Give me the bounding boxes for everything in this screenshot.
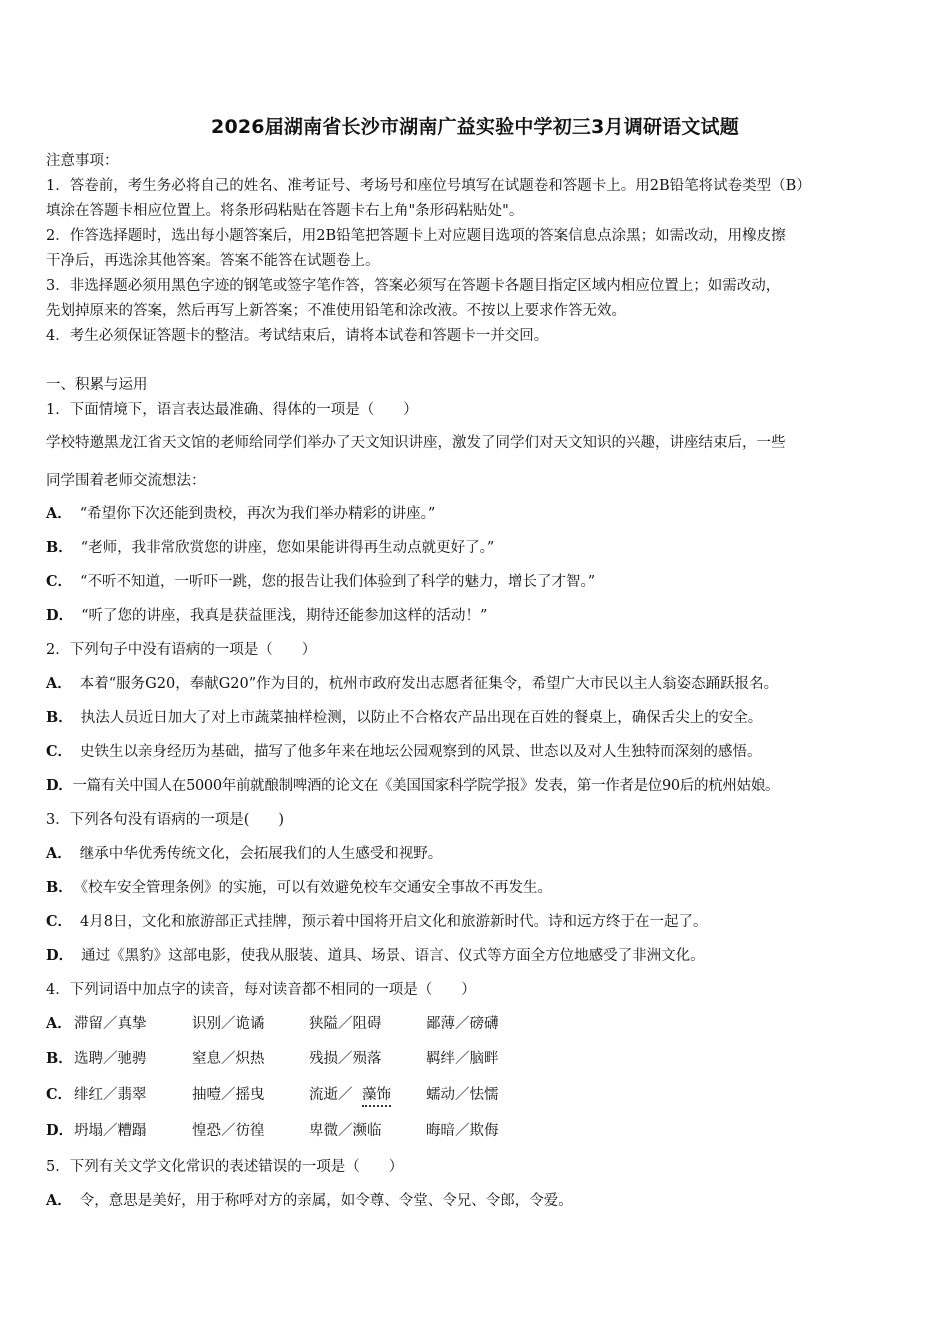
question-2-option-b[interactable] (46, 709, 916, 727)
word-pair: 识别／诡谲 (192, 1016, 265, 1032)
question-5-option-a[interactable] (46, 1192, 916, 1210)
option-label: B． (46, 539, 73, 556)
question-3-option-a[interactable] (46, 845, 916, 863)
option-label: A． (46, 1015, 72, 1032)
notice-heading: 注意事项： (46, 153, 119, 169)
word-pair: 蠕动／怯懦 (426, 1087, 499, 1103)
option-label: C． (46, 743, 73, 760)
question-1-context-line-2: 同学围着老师交流想法： (46, 473, 206, 489)
question-2-stem: 2．下列句子中没有语病的一项是（ ） (46, 642, 317, 658)
option-label: D． (46, 607, 74, 624)
word-pair: 晦暗／欺侮 (426, 1123, 499, 1139)
option-label: A． (46, 505, 72, 522)
question-3-option-d[interactable] (46, 947, 916, 965)
option-label: B． (46, 1050, 73, 1067)
option-label: A． (46, 675, 72, 692)
option-text: 《校车安全管理条例》的实施，可以有效避免校车交通安全事故不再发生。 (80, 880, 553, 896)
option-label: C． (46, 913, 73, 930)
option-label: B． (46, 709, 73, 726)
option-text: 史铁生以亲身经历为基础，描写了他多年来在地坛公园观察到的风景、世态以及对人生独特而深刻的感悟。 (80, 744, 762, 760)
word-pair: 滞留／真挚 (74, 1016, 147, 1032)
word-pair: 窒息／炽热 (192, 1051, 265, 1067)
question-4-stem: 4．下列词语中加点字的读音，每对读音都不相同的一项是（ ） (46, 982, 476, 998)
question-1-option-c[interactable] (46, 573, 916, 591)
option-label: A． (46, 1192, 72, 1209)
word-pair: 残损／殒落 (309, 1051, 382, 1067)
word-pair: 流逝／ (309, 1087, 353, 1103)
option-label: C． (46, 1086, 73, 1103)
page-title: 2026届湖南省长沙市湖南广益实验中学初三3月调研语文试题 (211, 116, 739, 138)
dotted-word: 藻饰 (362, 1086, 391, 1107)
notice-line-3: 2．作答选择题时，选出每小题答案后，用2B铅笔把答题卡上对应题目选项的答案信息点涂黑；如需改动，用橡皮擦 (46, 228, 786, 244)
question-1-stem: 1．下面情境下，语言表达最准确、得体的一项是（ ） (46, 402, 418, 418)
option-text: “听了您的讲座，我真是获益匪浅，期待还能参加这样的活动！” (81, 608, 488, 624)
option-label: A． (46, 845, 72, 862)
notice-line-5: 3．非选择题必须用黑色字迹的钢笔或签字笔作答，答案必须写在答题卡各题目指定区域内相应位置上；如需改动， (46, 278, 781, 294)
option-label: B． (46, 879, 73, 896)
word-pair: 鄙薄／磅礴 (426, 1016, 499, 1032)
question-2-option-a[interactable] (46, 675, 916, 693)
question-3-stem: 3．下列各句没有语病的一项是( ) (46, 812, 285, 828)
notice-line-1: 1．答卷前，考生务必将自己的姓名、准考证号、考场号和座位号填写在试题卷和答题卡上。用2B铅笔将试卷类型（B） (46, 178, 811, 194)
option-label: C． (46, 573, 73, 590)
option-label: D． (46, 947, 74, 964)
question-3-option-b[interactable] (46, 879, 916, 897)
option-text: 4月8日，文化和旅游部正式挂牌，预示着中国将开启文化和旅游新时代。诗和远方终于在一起了。 (80, 914, 708, 930)
option-text: 本着“服务G20，奉献G20”作为目的，杭州市政府发出志愿者征集令，希望广大市民以主人翁姿态踊跃报名。 (79, 676, 779, 692)
question-5-stem: 5．下列有关文学文化常识的表述错误的一项是（ ） (46, 1159, 404, 1175)
section-heading: 一、积累与运用 (46, 377, 148, 393)
option-text: 一篇有关中国人在5000年前就酿制啤酒的论文在《美国国家科学院学报》发表，第一作者是位90后的杭州姑娘。 (72, 778, 780, 794)
option-text: “不听不知道，一听吓一跳，您的报告让我们体验到了科学的魅力，增长了才智。” (80, 574, 596, 590)
word-pair: 选聘／驰骋 (74, 1051, 147, 1067)
question-1-context-line-1: 学校特邀黑龙江省天文馆的老师给同学们举办了天文知识讲座，激发了同学们对天文知识的兴趣，讲座结束后，一些 (46, 435, 786, 451)
word-pair: 卑微／濒临 (309, 1123, 382, 1139)
word-pair: 坍塌／糟蹋 (74, 1123, 147, 1139)
option-text: “希望你下次还能到贵校，再次为我们举办精彩的讲座。” (79, 506, 436, 522)
option-text: 令，意思是美好，用于称呼对方的亲属，如令尊、令堂、令兄、令郎，令爱。 (79, 1193, 573, 1209)
notice-line-7: 4．考生必须保证答题卡的整洁。考试结束后，请将本试卷和答题卡一并交回。 (46, 328, 549, 344)
notice-line-6: 先划掉原来的答案，然后再写上新答案；不准使用铅笔和涂改液。不按以上要求作答无效。 (46, 303, 626, 319)
question-3-option-c[interactable] (46, 913, 916, 931)
question-1-option-a[interactable] (46, 505, 916, 523)
option-text: “老师，我非常欣赏您的讲座，您如果能讲得再生动点就更好了。” (80, 540, 495, 556)
option-text: 通过《黑豹》这部电影，使我从服装、道具、场景、语言、仪式等方面全方位地感受了非洲文化。 (81, 948, 705, 964)
question-2-option-d[interactable] (46, 777, 916, 795)
notice-line-2: 填涂在答题卡相应位置上。将条形码粘贴在答题卡右上角"条形码粘贴处"。 (46, 203, 524, 219)
word-pair: 羁绊／脑畔 (426, 1051, 499, 1067)
word-pair: 惶恐／彷徨 (192, 1123, 265, 1139)
word-pair: 绯红／翡翠 (74, 1087, 147, 1103)
question-1-option-d[interactable] (46, 607, 916, 625)
word-pair: 狭隘／阻碍 (309, 1016, 382, 1032)
option-text: 执法人员近日加大了对上市蔬菜抽样检测，以防止不合格农产品出现在百姓的餐桌上，确保舌尖上的安全。 (80, 710, 763, 726)
question-2-option-c[interactable] (46, 743, 916, 761)
option-label: D． (46, 1122, 74, 1139)
question-1-option-b[interactable] (46, 539, 916, 557)
option-text: 继承中华优秀传统文化，会拓展我们的人生感受和视野。 (79, 846, 443, 862)
option-label: D． (46, 777, 73, 794)
word-pair: 抽噎／摇曳 (192, 1087, 265, 1103)
notice-line-4: 干净后，再选涂其他答案。答案不能答在试题卷上。 (46, 253, 380, 269)
